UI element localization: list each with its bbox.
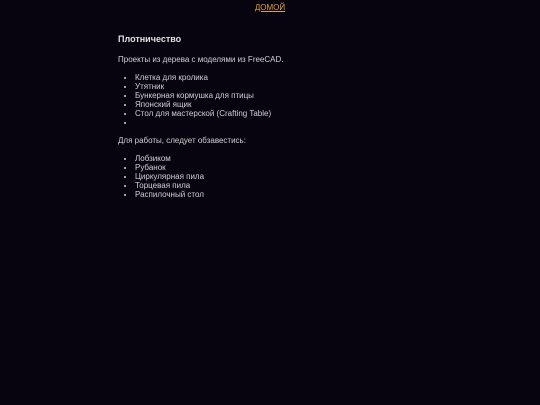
- list-item-tool: • Циркулярная пила: [135, 172, 478, 181]
- list-item-project: • Стол для мастерской (Crafting Table): [135, 109, 478, 118]
- list-item-empty: [135, 118, 478, 127]
- tools-intro-text: Для работы, следует обзавестись:: [118, 136, 246, 145]
- list-item-project: • Клетка для кролика: [135, 73, 478, 82]
- tools-list: [118, 154, 478, 199]
- list-item-project: • Утятник: [135, 82, 478, 91]
- projects-list: [118, 73, 478, 127]
- list-item-tool: • Распилочный стол: [135, 190, 478, 199]
- list-item-tool: • Лобзиком: [135, 154, 478, 163]
- list-item-project: • Бункерная кормушка для птицы: [135, 91, 478, 100]
- list-item-project: • Японский ящик: [135, 100, 478, 109]
- home-link[interactable]: ДОМОЙ: [254, 3, 286, 12]
- page-title: Плотничество: [118, 34, 182, 44]
- intro-text: Проекты из дерева с моделями из FreeCAD.: [118, 55, 284, 64]
- list-item-tool: • Торцевая пила: [135, 181, 478, 190]
- list-item-tool: • Рубанок: [135, 163, 478, 172]
- top-nav: [0, 3, 540, 12]
- main-content: [118, 34, 478, 208]
